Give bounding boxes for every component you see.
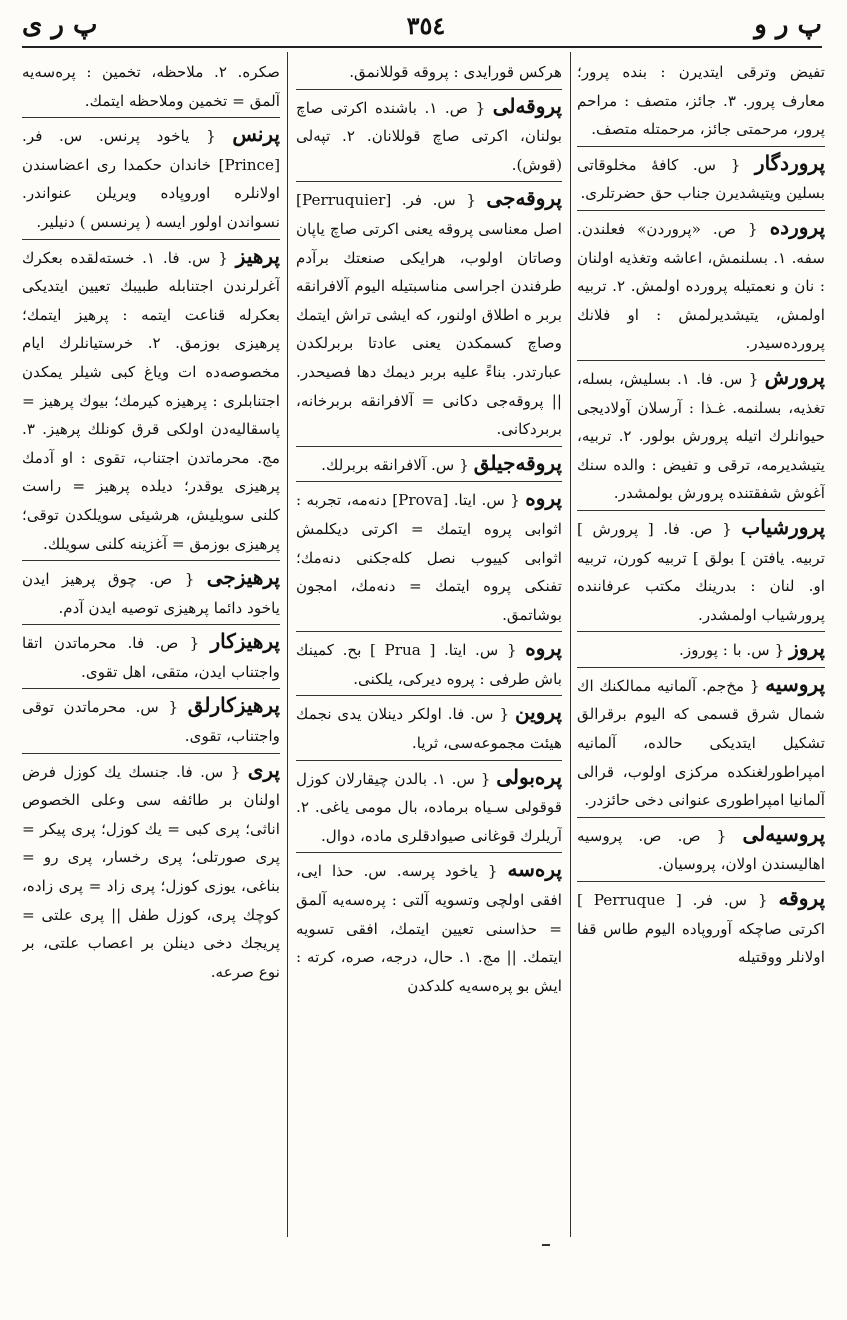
dictionary-entry bbox=[296, 484, 562, 632]
entry-definition: { س. ١. بالدن چیقارلان کوزل قوقولی سـیاه برماده، بال مومی یاغی. ٢. آریلرك قوغانی صیوادقلری ماده، دوال. bbox=[296, 769, 562, 845]
entry-definition: { س. فا. ١. خسته‌لقده بعکرك آغرلرندن اجتنابله طبیبك تعیین ایتدیکی بعکرله قناعت ایتمه : پرهیز ایتمك؛ پرهیزی بوزمق. ٢. خرستیانلرك ایام مخصوصه‌ده ات ویاغ کبی شیلر یمکدن اجتنابلری : پرهیزه کیرمك؛ بیوك پرهیز = پاسقالیه‌دن اولکی قرق کونلك پرهیز. ٣. مج. محرماتدن اجتناب، تقوی : او آدمك پرهیزی یوقدر؛ دیلده پرهیز = راست کلنی سویلیش، هرشیئی سویلکدن توقی؛ پرهیزی بوزمق = آغزینه کلنی سویلك. bbox=[22, 248, 280, 553]
dictionary-entry bbox=[577, 58, 825, 147]
dictionary-entry bbox=[577, 670, 825, 818]
entry-definition: صکره. ٢. ملاحظه، تخمین : پره‌سه‌یه آلمق = تخمین وملاحظه ایتمك. bbox=[22, 63, 280, 110]
column-divider bbox=[287, 52, 288, 1237]
dictionary-entry bbox=[296, 58, 562, 90]
dictionary-entry bbox=[22, 120, 280, 239]
entry-definition: { ص. ص. پروسیه اهالیسندن اولان، پروسیان. bbox=[577, 826, 825, 874]
dictionary-entry bbox=[296, 698, 562, 760]
entry-headword: پروقه bbox=[778, 886, 825, 911]
entry-headword: پروسیه‌لی bbox=[742, 821, 825, 846]
entry-headword: پرورده bbox=[769, 214, 825, 239]
dictionary-entry bbox=[296, 92, 562, 183]
left-guide-word: پ ر ی bbox=[22, 10, 98, 40]
entry-definition: { س. ایتا. [ Prua ] بح. کمینك باش طرفی : پروه دیرکی، یلکنی. bbox=[296, 641, 562, 688]
entry-headword: پری bbox=[247, 757, 280, 782]
entry-definition: { مخ‌جم. آلمانیه ممالکنك اك شمال شرق قسمی که الیوم برقرالق تشکیل ایتدیکی حالده، آلمانیه امپراطورلغنکده مرکزی اولوب، قرالی آلمانیا امپراطوری عنوانی دخی حائزدر. bbox=[577, 676, 825, 810]
dictionary-entry bbox=[296, 634, 562, 696]
entry-definition: { یاخود پرسه. س. حذا ایی، افقی اولچی وتسویه آلتی : پره‌سه‌یه آلمق = حذاسنی تعیین ایتمك، افقی تسویه ایتمك. || مج. ١. حال، درجه، صره، کرته : ایش بو پره‌سه‌یه کلدکدن bbox=[296, 862, 562, 995]
column-right bbox=[577, 58, 825, 1248]
entry-definition: { س. فر. [ Perruque ] اکرتی صاچکه آوروپاده الیوم طاس قفا اولانلر ووقتیله bbox=[577, 891, 825, 967]
dictionary-entry bbox=[577, 820, 825, 882]
dictionary-entry bbox=[577, 513, 825, 632]
entry-headword: پره‌بولی bbox=[496, 764, 562, 789]
dictionary-entry bbox=[22, 627, 280, 689]
entry-headword: پروسیه bbox=[765, 671, 825, 696]
entry-definition: { ص. فا. محرماتدن اتقا واجتناب ایدن، متقی، اهل تقوی. bbox=[22, 634, 280, 681]
entry-headword: پروه bbox=[525, 486, 562, 511]
entry-definition: { س. محرماتدن توقی واجتناب، تقوی. bbox=[22, 698, 280, 746]
entry-headword: پروه bbox=[525, 636, 562, 661]
entry-definition: هرکس قورایدی : پروقه قوللانمق. bbox=[349, 63, 562, 81]
entry-definition: تفیض وترقی ایتدیرن : بنده پرور؛ معارف پرور. ٣. جائز، متصف : مراحم پرور، مرحمتی جائز، مرحمتله متصف. bbox=[577, 63, 825, 139]
dictionary-entry bbox=[22, 58, 280, 118]
dictionary-entry bbox=[296, 449, 562, 483]
entry-definition: { س. فا. جنسك یك کوزل فرض اولنان بر طائفه سی وعلی الخصوص اناثی؛ پری کبی = یك کوزل؛ پری پیکر = پری صورتلی؛ پری رخسار، پری رو = بناغی، یوزی کوزل؛ پری زاد = پری زاده، کوچك پری، کوزل طفل || پری علتی = پریجك دخی دینلن بر اعصاب علتی، بر نوع صرعه. bbox=[22, 762, 280, 981]
entry-definition: { س. فا. اولکر دینلان یدی نجمك هیئت مجموعه‌سی، ثریا. bbox=[296, 705, 562, 753]
page-header bbox=[22, 6, 822, 44]
dictionary-entry bbox=[296, 184, 562, 446]
entry-definition: { س. ایتا. [Prova] دنه‌مه، تجربه : اثوابی پروه ایتمك = اکرتی دیکلمش اثوابی کییوب نصل کله‌جکنی دنه‌مك؛ تفنکی پروه ایتمك = دنه‌مك، امجون بوشاتمق. bbox=[296, 491, 562, 624]
entry-headword: پرهیز bbox=[235, 243, 280, 268]
entry-definition: { یاخود پرنس. س. فر. [Prince] خاندان حکمدا ری اعضاسندن اولانلره اوروپاده ویریلن عنواندر. نسواندن اولور ایسه ( پرنسس ) دنیلیر. bbox=[22, 127, 280, 231]
dictionary-entry bbox=[296, 763, 562, 854]
dictionary-entry bbox=[577, 634, 825, 668]
entry-definition: { س. آلافرانقه بربرلك. bbox=[321, 455, 469, 474]
column-middle bbox=[296, 58, 562, 1248]
entry-definition: { ص. ١. باشنده اکرتی صاچ بولنان، اکرتی صاچ قوللانان. ٢. تپه‌لی (قوش). bbox=[296, 98, 562, 174]
entry-headword: پره‌سه bbox=[507, 857, 562, 882]
entry-headword: پروقه‌لی bbox=[492, 93, 562, 118]
dictionary-entry bbox=[577, 149, 825, 211]
footer-mark bbox=[542, 1244, 550, 1246]
entry-headword: پرنس bbox=[232, 122, 280, 147]
page-number: ٣٥٤ bbox=[406, 10, 446, 40]
dictionary-entry bbox=[22, 756, 280, 989]
dictionary-entry bbox=[577, 884, 825, 974]
entry-definition: { س. فر. [Perruquier] اصل معناسی پروقه یعنی اکرتی صاچ یاپان وصاتان اولوب، هرایکی صنعتك برآدم طرفندن اجراسی مناسبتیله الیوم آلافرانقه بربر ه اطلاق اولنور، که ایشی تراش ایتمك وصاچ کسمکدن یعنی عادتا بربرلکدن عبارتدر. بناءً علیه بربر دیمك دها فصیحدر. || پروقه‌جی دکانی = آلافرانقه بربرخانه، بربردکانی. bbox=[296, 191, 562, 439]
entry-headword: پروردگار bbox=[754, 150, 825, 175]
entry-headword: پروین bbox=[514, 700, 562, 725]
dictionary-entry bbox=[296, 855, 562, 1002]
dictionary-entry bbox=[577, 363, 825, 511]
header-rule bbox=[22, 46, 822, 48]
entry-definition: { ص. چوق پرهیز ایدن یاخود دائما پرهیزی توصیه ایدن آدم. bbox=[22, 570, 280, 617]
column-divider bbox=[570, 52, 571, 1237]
entry-headword: پرورشیاب bbox=[741, 514, 825, 539]
right-guide-word: پ ر و bbox=[754, 10, 822, 40]
dictionary-entry bbox=[22, 691, 280, 753]
dictionary-entry bbox=[577, 213, 825, 361]
dictionary-entry bbox=[22, 242, 280, 562]
entry-definition: { ص. «پروردن» فعلندن. سفه. ١. بسلنمش، اعاشه وتغذیه اولنان : نان و نعمتیله پرورده اولمش. ٢. تربیه اولمش، یتیشدیرلمش : او فلانك پرورده‌سیدر. bbox=[577, 219, 825, 353]
entry-headword: پرورش bbox=[764, 364, 825, 389]
entry-definition: { ص. فا. [ پرورش ] تربیه. یافتن ] بولق ] تربیه کورن، تربیه او. لنان : بدرینك مکتب عرفاننده پرورشیاب اولمشدر. bbox=[577, 519, 825, 624]
entry-definition: { س. فا. ١. بسلیش، بسله، تغذیه، بسلنمه. غـذا : آرسلان آولادیجی حیوانلرك اتیله پرورش بولور. ٢. تربیه، یتیشدیرمه، ترقی و تفیض : والده سنك آغوش شفقتنده پرورش بولمشدر. bbox=[577, 369, 825, 503]
dictionary-entry bbox=[22, 563, 280, 625]
entry-headword: پرهیزکار bbox=[210, 629, 280, 654]
entry-headword: پروقه‌جیلق bbox=[473, 450, 562, 475]
entry-headword: پرهیزجی bbox=[206, 565, 280, 590]
entry-definition: { س. کافهٔ مخلوقاتی بسلین ویتیشدیرن جناب حق حضرتلری. bbox=[577, 155, 825, 203]
entry-headword: پروقه‌جی bbox=[486, 186, 562, 211]
column-left bbox=[22, 58, 280, 1248]
entry-definition: { س. با : پوروز. bbox=[679, 641, 785, 660]
entry-headword: پرهیزکارلق bbox=[187, 693, 280, 718]
entry-headword: پروز bbox=[789, 636, 825, 661]
